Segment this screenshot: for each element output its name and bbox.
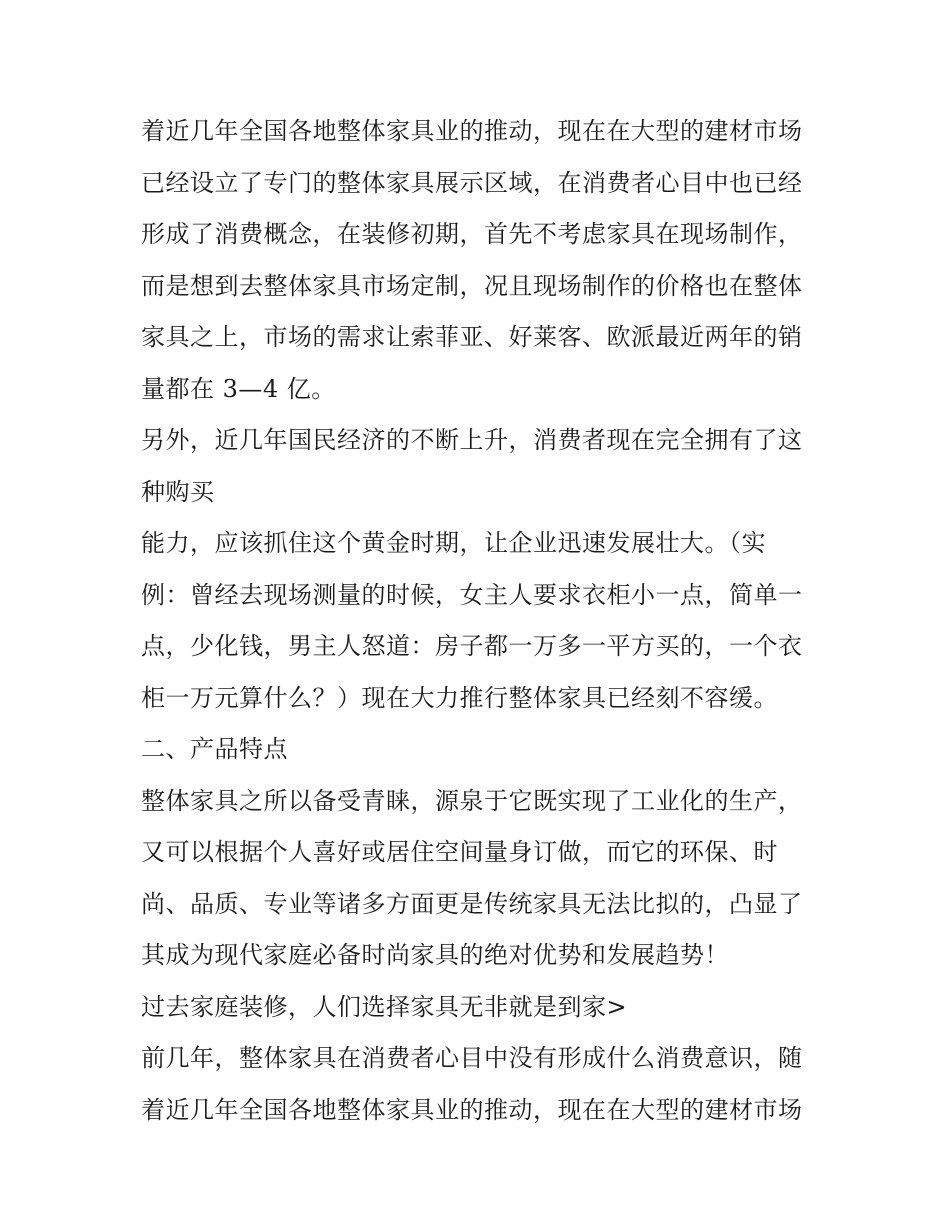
section-heading: 二、产品特点 (141, 735, 288, 763)
text-line-3: 形成了消费概念，在装修初期，首先不考虑家具在现场制作， (141, 220, 803, 248)
text-line-18: 过去家庭装修，人们选择家具无非就是到家> (141, 992, 628, 1021)
text-line-5: 家具之上，市场的需求让索菲亚、好莱客、欧派最近两年的销 (141, 323, 803, 351)
text-line-17: 其成为现代家庭必备时尚家具的绝对优势和发展趋势！ (141, 941, 729, 969)
text-line-8: 种购买 (141, 477, 215, 506)
text-line-6: 量都在 3—4 亿。 (141, 374, 336, 403)
text-line-11: 点，少化钱，男主人怒道：房子都一万多一平方买的，一个衣 (141, 632, 803, 660)
text-line-10: 例：曾经去现场测量的时候，女主人要求衣柜小一点，简单一 (141, 580, 803, 609)
text-line-7: 另外，近几年国民经济的不断上升，消费者现在完全拥有了这 (141, 426, 803, 454)
text-line-19: 前几年，整体家具在消费者心目中没有形成什么消费意识，随 (141, 1044, 803, 1072)
text-line-12: 柜一万元算什么？）现在大力推行整体家具已经刻不容缓。 (141, 683, 778, 712)
text-line-2: 已经设立了专门的整体家具展示区域，在消费者心目中也已经 (141, 168, 803, 197)
text-line-1: 着近几年全国各地整体家具业的推动，现在在大型的建材市场 (141, 117, 803, 145)
text-line-16: 尚、品质、专业等诸多方面更是传统家具无法比拟的，凸显了 (141, 889, 803, 918)
text-line-9: 能力，应该抓住这个黄金时期，让企业迅速发展壮大。（实 (141, 529, 766, 557)
text-line-14: 整体家具之所以备受青睐，源泉于它既实现了工业化的生产， (141, 786, 803, 815)
text-line-4: 而是想到去整体家具市场定制，况且现场制作的价格也在整体 (141, 271, 803, 300)
text-line-15: 又可以根据个人喜好或居住空间量身订做，而它的环保、时 (141, 838, 778, 866)
document-body (141, 106, 821, 1136)
text-line-20: 着近几年全国各地整体家具业的推动，现在在大型的建材市场 (141, 1095, 803, 1124)
